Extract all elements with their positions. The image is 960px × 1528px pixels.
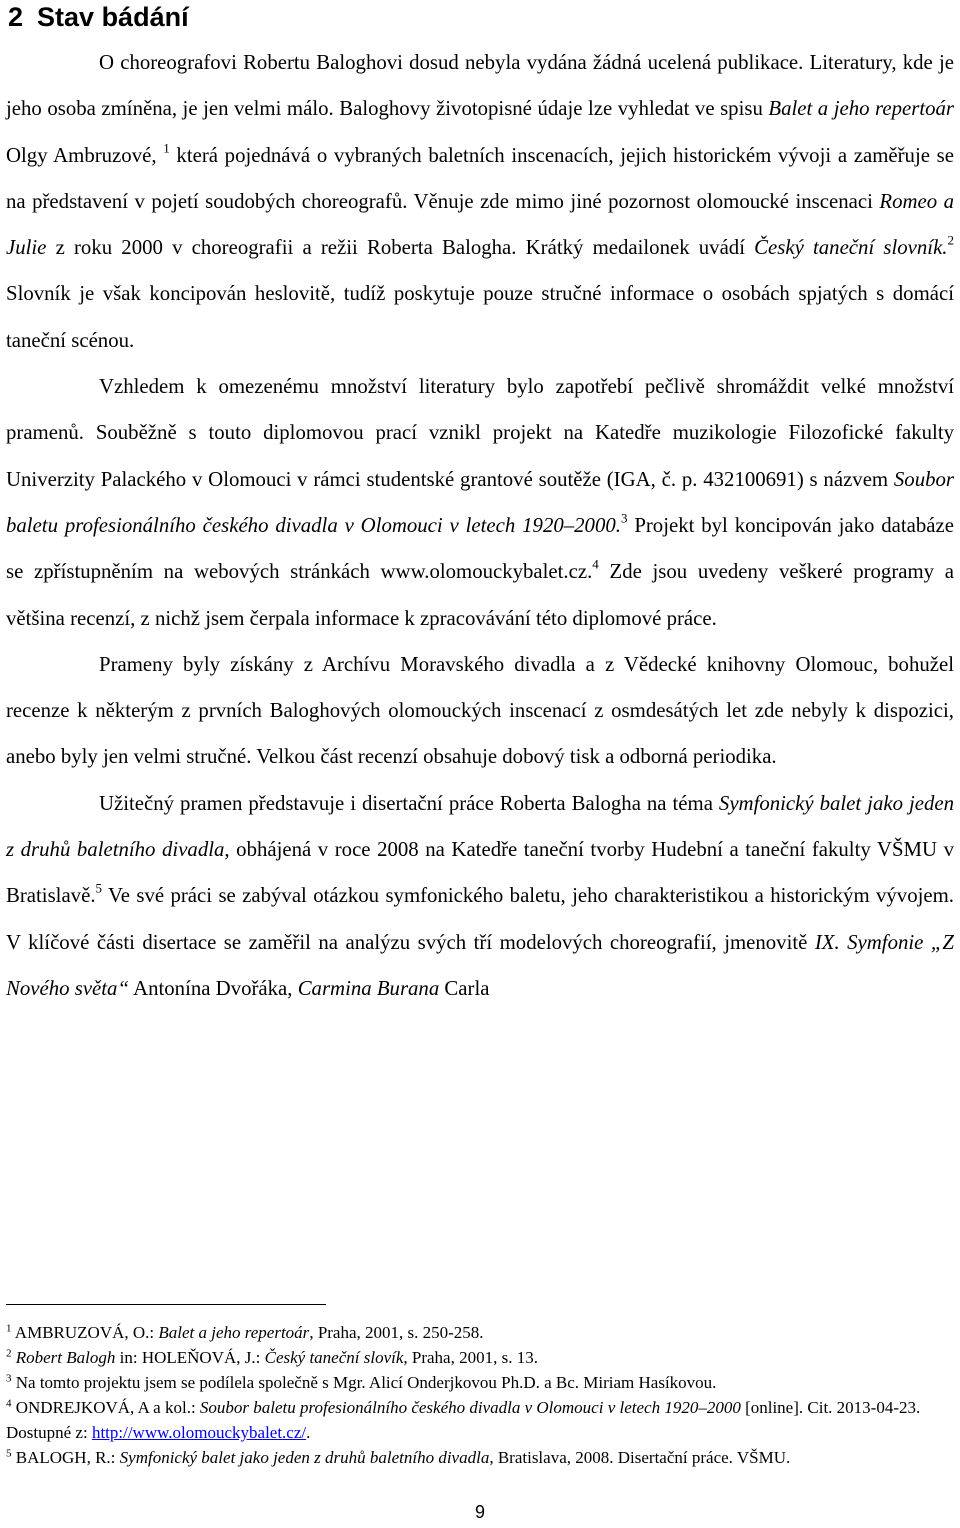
text-run: Antonína Dvořáka, xyxy=(129,976,298,1000)
text-run: Ve své práci se zabýval otázkou symfonického baletu, jeho charakteristikou a historickým vývojem. V klíčové části disertace se zaměřil na analýzu svých tří modelových choreografií, jmenovitě xyxy=(6,884,954,954)
text-run: Prameny byly získány z Archívu Moravského divadla a z Vědecké knihovny Olomouc, bohužel recenze k některým z prvních Baloghových olomouckých inscenací z osmdesátých let zde nebyly k dispozici, anebo byly jen velmi stručné. Velkou část recenzí obsahuje dobový tisk a odborná periodika. xyxy=(6,652,954,769)
footnote-mark: 3 xyxy=(6,1372,12,1385)
italic-title: Soubor baletu profesionálního českého divadla v Olomouci v letech 1920–2000 xyxy=(199,1398,741,1417)
paragraph-4 xyxy=(6,781,954,1012)
paragraph-3 xyxy=(6,642,954,781)
italic-title: Český taneční slovník. xyxy=(754,236,948,260)
body-text xyxy=(6,40,954,1012)
text-run: AMBRUZOVÁ, O.: xyxy=(11,1323,159,1342)
footnote-ref-1: 1 xyxy=(163,139,170,155)
paragraph-1 xyxy=(6,40,954,364)
page-number: 9 xyxy=(474,1502,485,1522)
footnote-ref-3: 3 xyxy=(620,510,628,526)
italic-title: Romeo a Julie xyxy=(6,189,954,260)
chapter-title: Stav bádání xyxy=(37,2,189,32)
text-run: [online]. Cit. 2013-04-23. Dostupné z: xyxy=(6,1398,921,1442)
footnotes xyxy=(6,1320,954,1470)
footnote-1 xyxy=(6,1320,954,1345)
source-link[interactable]: http://www.olomouckybalet.cz/ xyxy=(91,1423,307,1442)
text-run: Na tomto projektu jsem se podílela společně s Mgr. Alicí Onderjkovou Ph.D. a Bc. Miriam Hasíkovou. xyxy=(11,1373,717,1392)
text-run: . xyxy=(306,1423,311,1442)
text-run: , Praha, 2001, s. 250-258. xyxy=(309,1323,484,1342)
text-run: Slovník je však koncipován heslovitě, tudíž poskytuje pouze stručné informace o osobách spjatých s domácí taneční scénou. xyxy=(6,282,954,352)
footnote-4 xyxy=(6,1395,954,1445)
text-run: O choreografovi Robertu Baloghovi dosud nebyla vydána žádná ucelená publikace. Literatury, kde je jeho osoba zmíněna, je jen velmi málo. Baloghovy životopisné údaje lze vyhledat ve spisu xyxy=(6,51,954,121)
text-run: která pojednává o vybraných baletních inscenacích, jejich historickém vývoji a zaměřuje se na představení v pojetí soudobých choreografů. Věnuje zde mimo jiné pozornost olomoucké inscenaci xyxy=(6,143,954,213)
text-run: Zde jsou uvedeny veškeré programy a většina recenzí, z nichž jsem čerpala informace k zpracovávání této diplomové práce. xyxy=(6,560,954,630)
italic-title: Robert Balogh xyxy=(11,1348,116,1367)
footnote-mark: 2 xyxy=(6,1347,12,1360)
text-run: ONDREJKOVÁ, A a kol.: xyxy=(11,1398,200,1417)
italic-title: Balet a jeho repertoár xyxy=(768,97,954,121)
text-run: , obhájená v roce 2008 na Katedře taneční tvorby Hudební a taneční fakulty VŠMU v Bratislavě. xyxy=(6,838,954,908)
footnote-2 xyxy=(6,1345,954,1370)
footnote-ref-4: 4 xyxy=(592,556,599,572)
italic-title: Carmina Burana xyxy=(297,976,440,1000)
footnote-3 xyxy=(6,1370,954,1395)
text-run: Užitečný pramen představuje i disertační práce Roberta Balogha na téma xyxy=(99,791,719,815)
text-run: , Bratislava, 2008. Disertační práce. VŠMU. xyxy=(489,1448,791,1467)
chapter-heading xyxy=(8,0,189,34)
italic-title: Balet a jeho repertoár xyxy=(158,1323,310,1342)
text-run: BALOGH, R.: xyxy=(11,1448,120,1467)
italic-title: IX. Symfonie „Z Nového světa“ xyxy=(6,930,954,1000)
italic-title: Soubor baletu profesionálního českého divadla v Olomouci v letech 1920–2000. xyxy=(6,467,954,537)
text-run: z roku 2000 v choreografii a režii Roberta Balogha. Krátký medailonek uvádí xyxy=(46,236,755,260)
footnote-ref-5: 5 xyxy=(95,880,103,896)
footnote-mark: 5 xyxy=(6,1447,12,1460)
text-run: Projekt byl koncipován jako databáze se zpřístupněním na webových stránkách www.olomouckybalet.cz. xyxy=(6,513,954,584)
text-run: in: HOLEŇOVÁ, J.: xyxy=(115,1348,265,1367)
chapter-number: 2 xyxy=(8,2,24,32)
paragraph-2 xyxy=(6,364,954,642)
footnote-separator xyxy=(6,1304,326,1305)
footnote-ref-2: 2 xyxy=(947,232,955,248)
footnote-5 xyxy=(6,1445,954,1470)
text-run: Carla xyxy=(439,976,490,1000)
italic-title: Symfonický balet jako jeden z druhů baletního divadla xyxy=(119,1448,490,1467)
text-run: , Praha, 2001, s. 13. xyxy=(403,1348,538,1367)
text-run: Olgy Ambruzové, xyxy=(6,143,164,167)
footnote-mark: 1 xyxy=(6,1322,12,1335)
footnote-mark: 4 xyxy=(6,1397,12,1410)
italic-title: Symfonický balet jako jeden z druhů baletního divadla xyxy=(6,791,954,862)
text-run: Vzhledem k omezenému množství literatury bylo zapotřebí pečlivě shromáždit velké množství pramenů. Souběžně s touto diplomovou prací vznikl projekt na Katedře muzikologie Filozofické fakulty Univerzity Palackého v Olomouci v rámci studentské grantové soutěže (IGA, č. p. 432100691) s názvem xyxy=(6,375,954,491)
italic-title: Český taneční slovík xyxy=(264,1348,404,1367)
